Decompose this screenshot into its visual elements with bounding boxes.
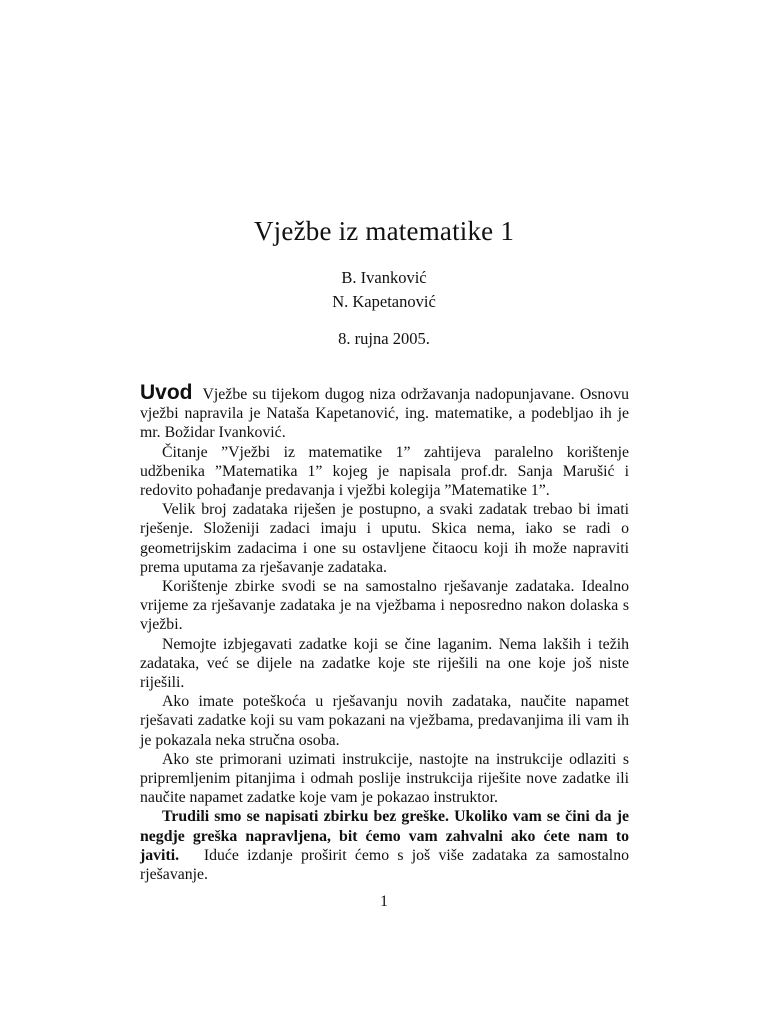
paragraph-text: Iduće izdanje proširit ćemo s još više zadataka za samostalno rješavanje. bbox=[140, 846, 629, 884]
paragraph-text: Vježbe su tijekom dugog niza održavanja nadopunjavane. Osnovu vježbi napravila je Nataša Kapetanović, ing. matematike, a podebljao ih je mr. Božidar Ivanković. bbox=[140, 386, 629, 442]
author-name: B. Ivanković bbox=[341, 268, 427, 287]
paragraph: Čitanje ”Vježbi iz matematike 1” zahtijeva paralelno korištenje udžbenika ”Matematika 1” kojeg je napisala prof.dr. Sanja Marušić i redovito pohađanje predavanja i vježbi kolegija ”Matematike 1”. bbox=[140, 443, 629, 500]
paragraph: Korištenje zbirke svodi se na samostalno rješavanje zadataka. Idealno vrijeme za rješavanje zadataka je na vježbama i neposredno nakon dolaska s vježbi. bbox=[140, 578, 629, 634]
paragraph: Velik broj zadataka riješen je postupno, a svaki zadatak trebao bi imati rješenje. Složeniji zadaci imaju i uputu. Skica nema, iako se radi o geometrijskim zadacima i one su ostavljene čitaocu koji ih može napraviti prema uputama za rješavanje zadataka. bbox=[140, 501, 629, 576]
paragraph: Ako ste primorani uzimati instrukcije, nastojte na instrukcije odlaziti s pripremljenim pitanjima i odmah poslije instrukcija riješite nove zadatke ili naučite napamet zadatke koje vam je pokazao instruktor. bbox=[140, 750, 629, 807]
author-list bbox=[0, 266, 768, 314]
paragraph: Ako imate poteškoća u rješavanju novih zadataka, naučite napamet rješavati zadatke koji su vam pokazani na vježbama, predavanjima ili vam ih je pokazala neka stručna osoba. bbox=[140, 693, 629, 749]
author-name: N. Kapetanović bbox=[332, 292, 436, 311]
paragraph bbox=[140, 383, 629, 443]
introduction-section bbox=[140, 383, 629, 884]
section-heading: Uvod bbox=[140, 381, 193, 404]
bold-notice: Trudili smo se napisati zbirku bez greške. Ukoliko vam se čini da je negdje greška napravljena, bit ćemo vam zahvalni ako ćete nam to javiti. bbox=[140, 808, 629, 864]
document-title: Vježbe iz matematike 1 bbox=[253, 216, 515, 246]
paragraph: Nemojte izbjegavati zadatke koji se čine laganim. Nema lakših i težih zadataka, već se dijele na zadatke koje ste riješili na one koje još niste riješili. bbox=[140, 635, 629, 692]
paragraph bbox=[140, 807, 629, 884]
document-date: 8. rujna 2005. bbox=[338, 329, 430, 348]
page-number: 1 bbox=[380, 893, 388, 910]
